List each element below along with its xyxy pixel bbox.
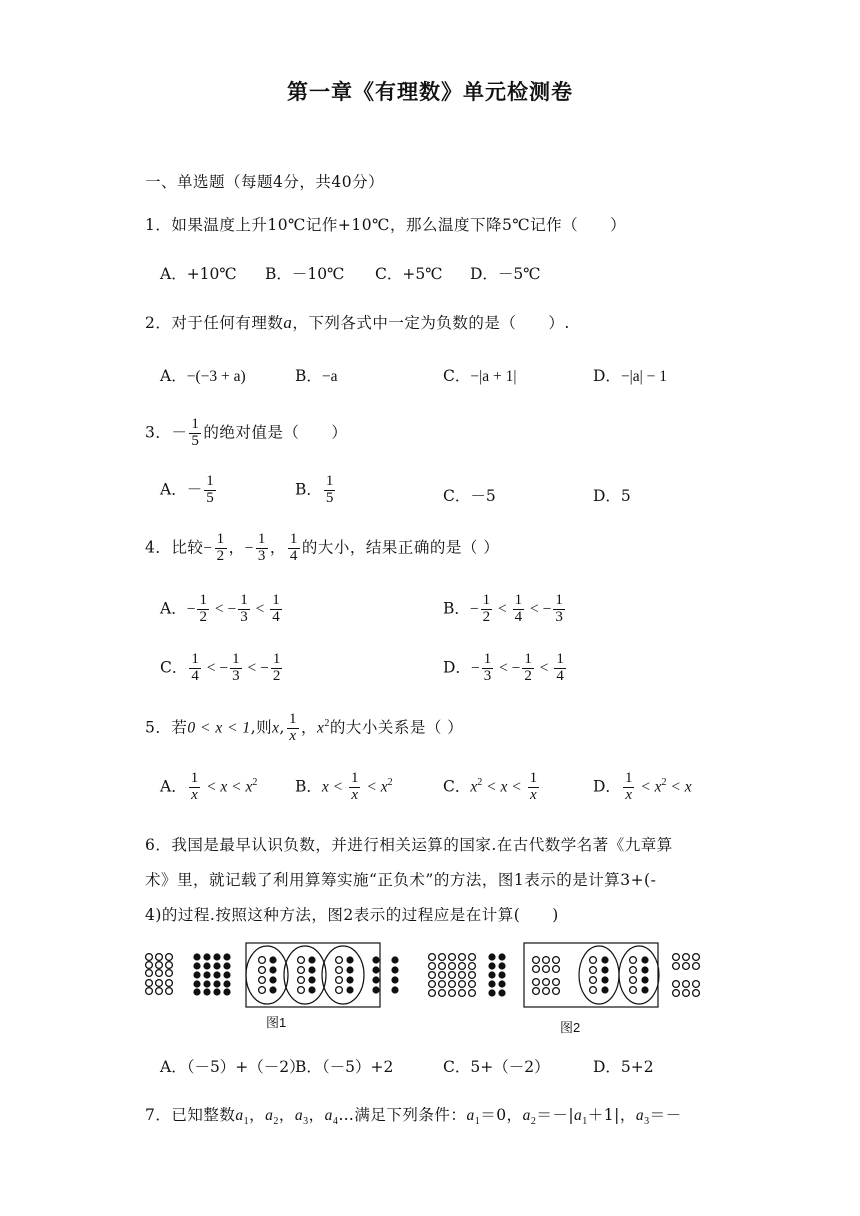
q6-option-b: B．（－5）+2 <box>295 1058 394 1076</box>
q1-option-c: C．+5℃ <box>375 265 443 283</box>
q4-option-c: C． $\frac{1}{4}$ < − $\frac{1}{3}$ < − $\frac{1}{2}$ <box>160 651 281 684</box>
q5-pre: 5．若 <box>145 718 188 737</box>
q5-cond: 0 < x < 1 <box>187 719 251 737</box>
fraction: $\frac{1}{5}$ <box>191 416 200 449</box>
q2-expr-b: −a <box>321 368 338 385</box>
q5-label-a: A． <box>160 777 187 796</box>
q5-mid: ,则 <box>250 718 273 737</box>
q7-pre: 7．已知整数 <box>145 1106 236 1124</box>
q4-option-a: A．− $\frac{1}{2}$ < − $\frac{1}{3}$ < $\frac{1}{4}$ <box>160 592 280 625</box>
q5-label-c: C． <box>443 777 471 796</box>
fig1-caption: 图1 <box>266 1015 287 1030</box>
q6-option-a: A．（－5）+（－2） <box>160 1058 305 1076</box>
q1-option-d: D．－5℃ <box>470 265 541 283</box>
fig1-hollow-rods <box>146 954 173 995</box>
fig1-filled-rods <box>193 953 230 995</box>
page-title: 第一章《有理数》单元检测卷 <box>287 80 573 104</box>
q4-post: 的大小，结果正确的是（ ） <box>301 538 500 557</box>
question-6-line-2: 术》里，就记载了利用算筹实施“正负术”的方法，图1表示的是计算3+(- <box>145 871 657 889</box>
question-4-stem: 4．比较− $\frac{1}{2}$ ，− $\frac{1}{3}$ ， $\frac{1}{4}$ 的大小，结果正确的是（ ） <box>145 531 500 564</box>
q2-expr-d: −|a| − 1 <box>620 368 668 385</box>
q2-expr-a: −(−3 + a) <box>186 368 246 385</box>
q4-option-d: D．− $\frac{1}{3}$ < − $\frac{1}{2}$ < $\frac{1}{4}$ <box>443 651 564 684</box>
question-3-stem <box>145 417 347 450</box>
q1-option-a: A．+10℃ <box>160 265 237 283</box>
question-6-line-3: 4)的过程.按照这种方法，图2表示的过程应是在计算( ) <box>145 906 559 924</box>
q4-option-b: B．− $\frac{1}{2}$ < $\frac{1}{4}$ < − $\frac{1}{3}$ <box>443 592 563 625</box>
q2-var: a <box>283 313 293 332</box>
q5-option-d: D． $\frac{1}{x}$ < $x^2 < x$ <box>593 770 692 803</box>
q3-option-b <box>295 474 337 507</box>
q3-option-a <box>160 474 218 507</box>
fraction: $\frac{1}{5}$ <box>325 473 334 506</box>
q6-option-c: C．5+（－2） <box>443 1058 550 1076</box>
q2-label-a: A． <box>160 367 187 385</box>
q2-stem-post: ，下列各式中一定为负数的是（ ）. <box>292 314 570 332</box>
fig1-box <box>246 943 380 1007</box>
q2-label-b: B． <box>295 367 322 385</box>
q3-option-c: C．－5 <box>443 487 496 505</box>
question-6-line-1: 6．我国是最早认识负数，并进行相关运算的国家.在古代数学名著《九章算 <box>145 836 673 854</box>
q4-pre: 4．比较 <box>145 538 204 557</box>
q2-option-a <box>160 364 246 386</box>
q2-option-c <box>443 364 516 386</box>
q5-option-b: B．x < $\frac{1}{x}$ < $x^2$ <box>295 770 393 803</box>
q5-option-c: C．$x^2 < x$ < $\frac{1}{x}$ <box>443 770 538 803</box>
q2-option-d <box>593 364 667 386</box>
question-1-stem: 1．如果温度上升10℃记作+10℃，那么温度下降5℃记作（ ） <box>145 216 627 234</box>
q7-mid: …满足下列条件： <box>338 1106 467 1124</box>
q3-label-a: A．－ <box>160 480 203 499</box>
q3-post: 的绝对值是（ ） <box>203 423 348 442</box>
q5-option-a: A． $\frac{1}{x}$ < $x < x^2$ <box>160 770 258 803</box>
q5-label-d: D． <box>593 777 621 796</box>
fig2-filled-rods <box>488 953 505 996</box>
q2-expr-c: −|a + 1| <box>470 368 517 385</box>
section-heading: 一、单选题（每题4分，共40分） <box>145 173 385 191</box>
q4-label-c: C． <box>160 658 188 677</box>
q1-option-b: B．－10℃ <box>265 265 345 283</box>
q3-option-d: D．5 <box>593 487 631 505</box>
q4-label-d: D． <box>443 658 471 677</box>
q2-label-d: D． <box>593 367 621 385</box>
question-2-stem <box>145 311 570 333</box>
q2-option-b <box>295 364 338 386</box>
fig2-caption: 图2 <box>560 1020 581 1035</box>
question-5-stem: 5．若0 < x < 1,则x, $\frac{1}{x}$ ，$x^2$的大小关系是（ ） <box>145 711 464 744</box>
q6-option-d: D．5+2 <box>593 1058 654 1076</box>
q5-post: 的大小关系是（ ） <box>329 718 464 737</box>
q3-label-b: B． <box>295 480 322 499</box>
fraction: $\frac{1}{5}$ <box>206 473 214 506</box>
question-7-stem: 7．已知整数$a_1$，$a_2$，$a_3$，$a_4\dots$满足下列条件：$a_1=0$，$a_2=-|a_1+1|$，$a_3=-$ <box>145 1106 682 1128</box>
fig2-box <box>524 943 658 1007</box>
q5-label-b: B． <box>295 777 322 796</box>
q4-label-a: A． <box>160 599 187 618</box>
q4-label-b: B． <box>443 599 470 618</box>
q2-label-c: C． <box>443 367 471 385</box>
counting-rods-figure <box>140 940 720 1040</box>
q3-num: 3．－ <box>145 423 188 442</box>
fig2-hollow-rods <box>429 954 476 997</box>
q2-stem-pre: 2．对于任何有理数 <box>145 314 284 332</box>
